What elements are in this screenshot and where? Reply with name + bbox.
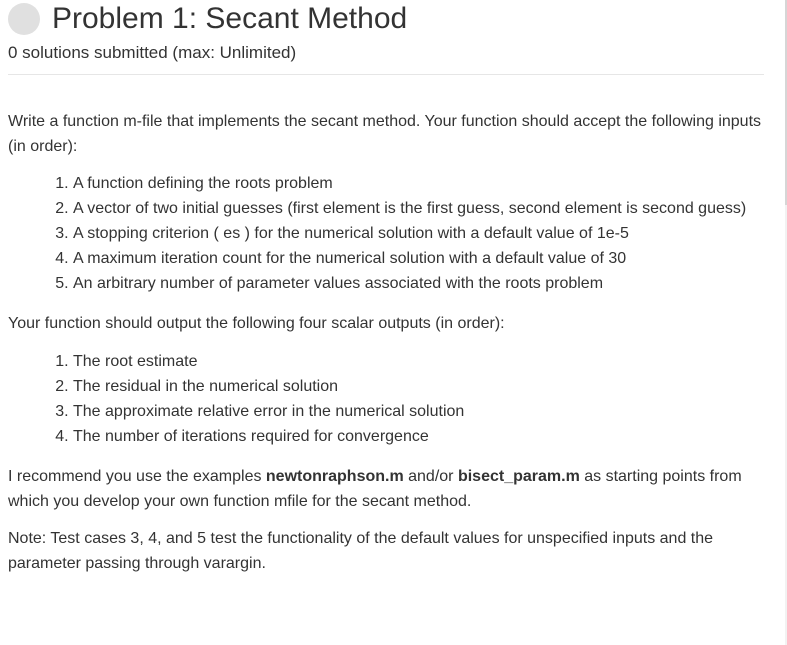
list-item: 3. A stopping criterion ( es ) for the numerical solution with a default value of 1e-5 (73, 221, 764, 246)
list-item: 1. A function defining the roots problem (73, 171, 764, 196)
intro-paragraph: Write a function m-file that implements the secant method. Your function should accept the following inputs (in order): (8, 113, 762, 155)
list-item: 4. A maximum iteration count for the numerical solution with a default value of 30 (73, 246, 764, 271)
list-item: 2. The residual in the numerical solution (73, 374, 764, 399)
list-item: 4. The number of iterations required for convergence (73, 424, 764, 449)
file-name-newtonraphson: newtonraphson.m (265, 468, 404, 485)
problem-title: Problem 1: Secant Method (52, 2, 408, 35)
recommend-mid: and/or (403, 468, 458, 485)
problem-header (8, 0, 764, 75)
recommendation-paragraph (8, 464, 764, 514)
list-item: 1. The root estimate (73, 349, 764, 374)
list-item: 3. The approximate relative error in the numerical solution (73, 399, 764, 424)
list-item: 5. An arbitrary number of parameter values associated with the roots problem (73, 271, 764, 296)
recommend-suffix: as starting points from which you develop your own function mfile for the secant method. (8, 468, 742, 510)
problem-description (8, 109, 764, 576)
inputs-list (8, 171, 764, 296)
outputs-list (8, 349, 764, 449)
recommend-prefix: I recommend you use the examples (8, 468, 266, 485)
file-name-bisect-param: bisect_param.m (457, 468, 580, 485)
note-paragraph: Note: Test cases 3, 4, and 5 test the functionality of the default values for unspecified inputs and the parameter passing through varargin. (8, 530, 714, 572)
problem-page (8, 0, 764, 572)
list-item: 2. A vector of two initial guesses (first element is the first guess, second element is second guess) (73, 196, 764, 221)
outputs-intro-paragraph: Your function should output the following four scalar outputs (in order): (8, 315, 505, 332)
status-circle-icon (8, 3, 40, 35)
submission-count: 0 solutions submitted (max: Unlimited) (8, 43, 297, 62)
